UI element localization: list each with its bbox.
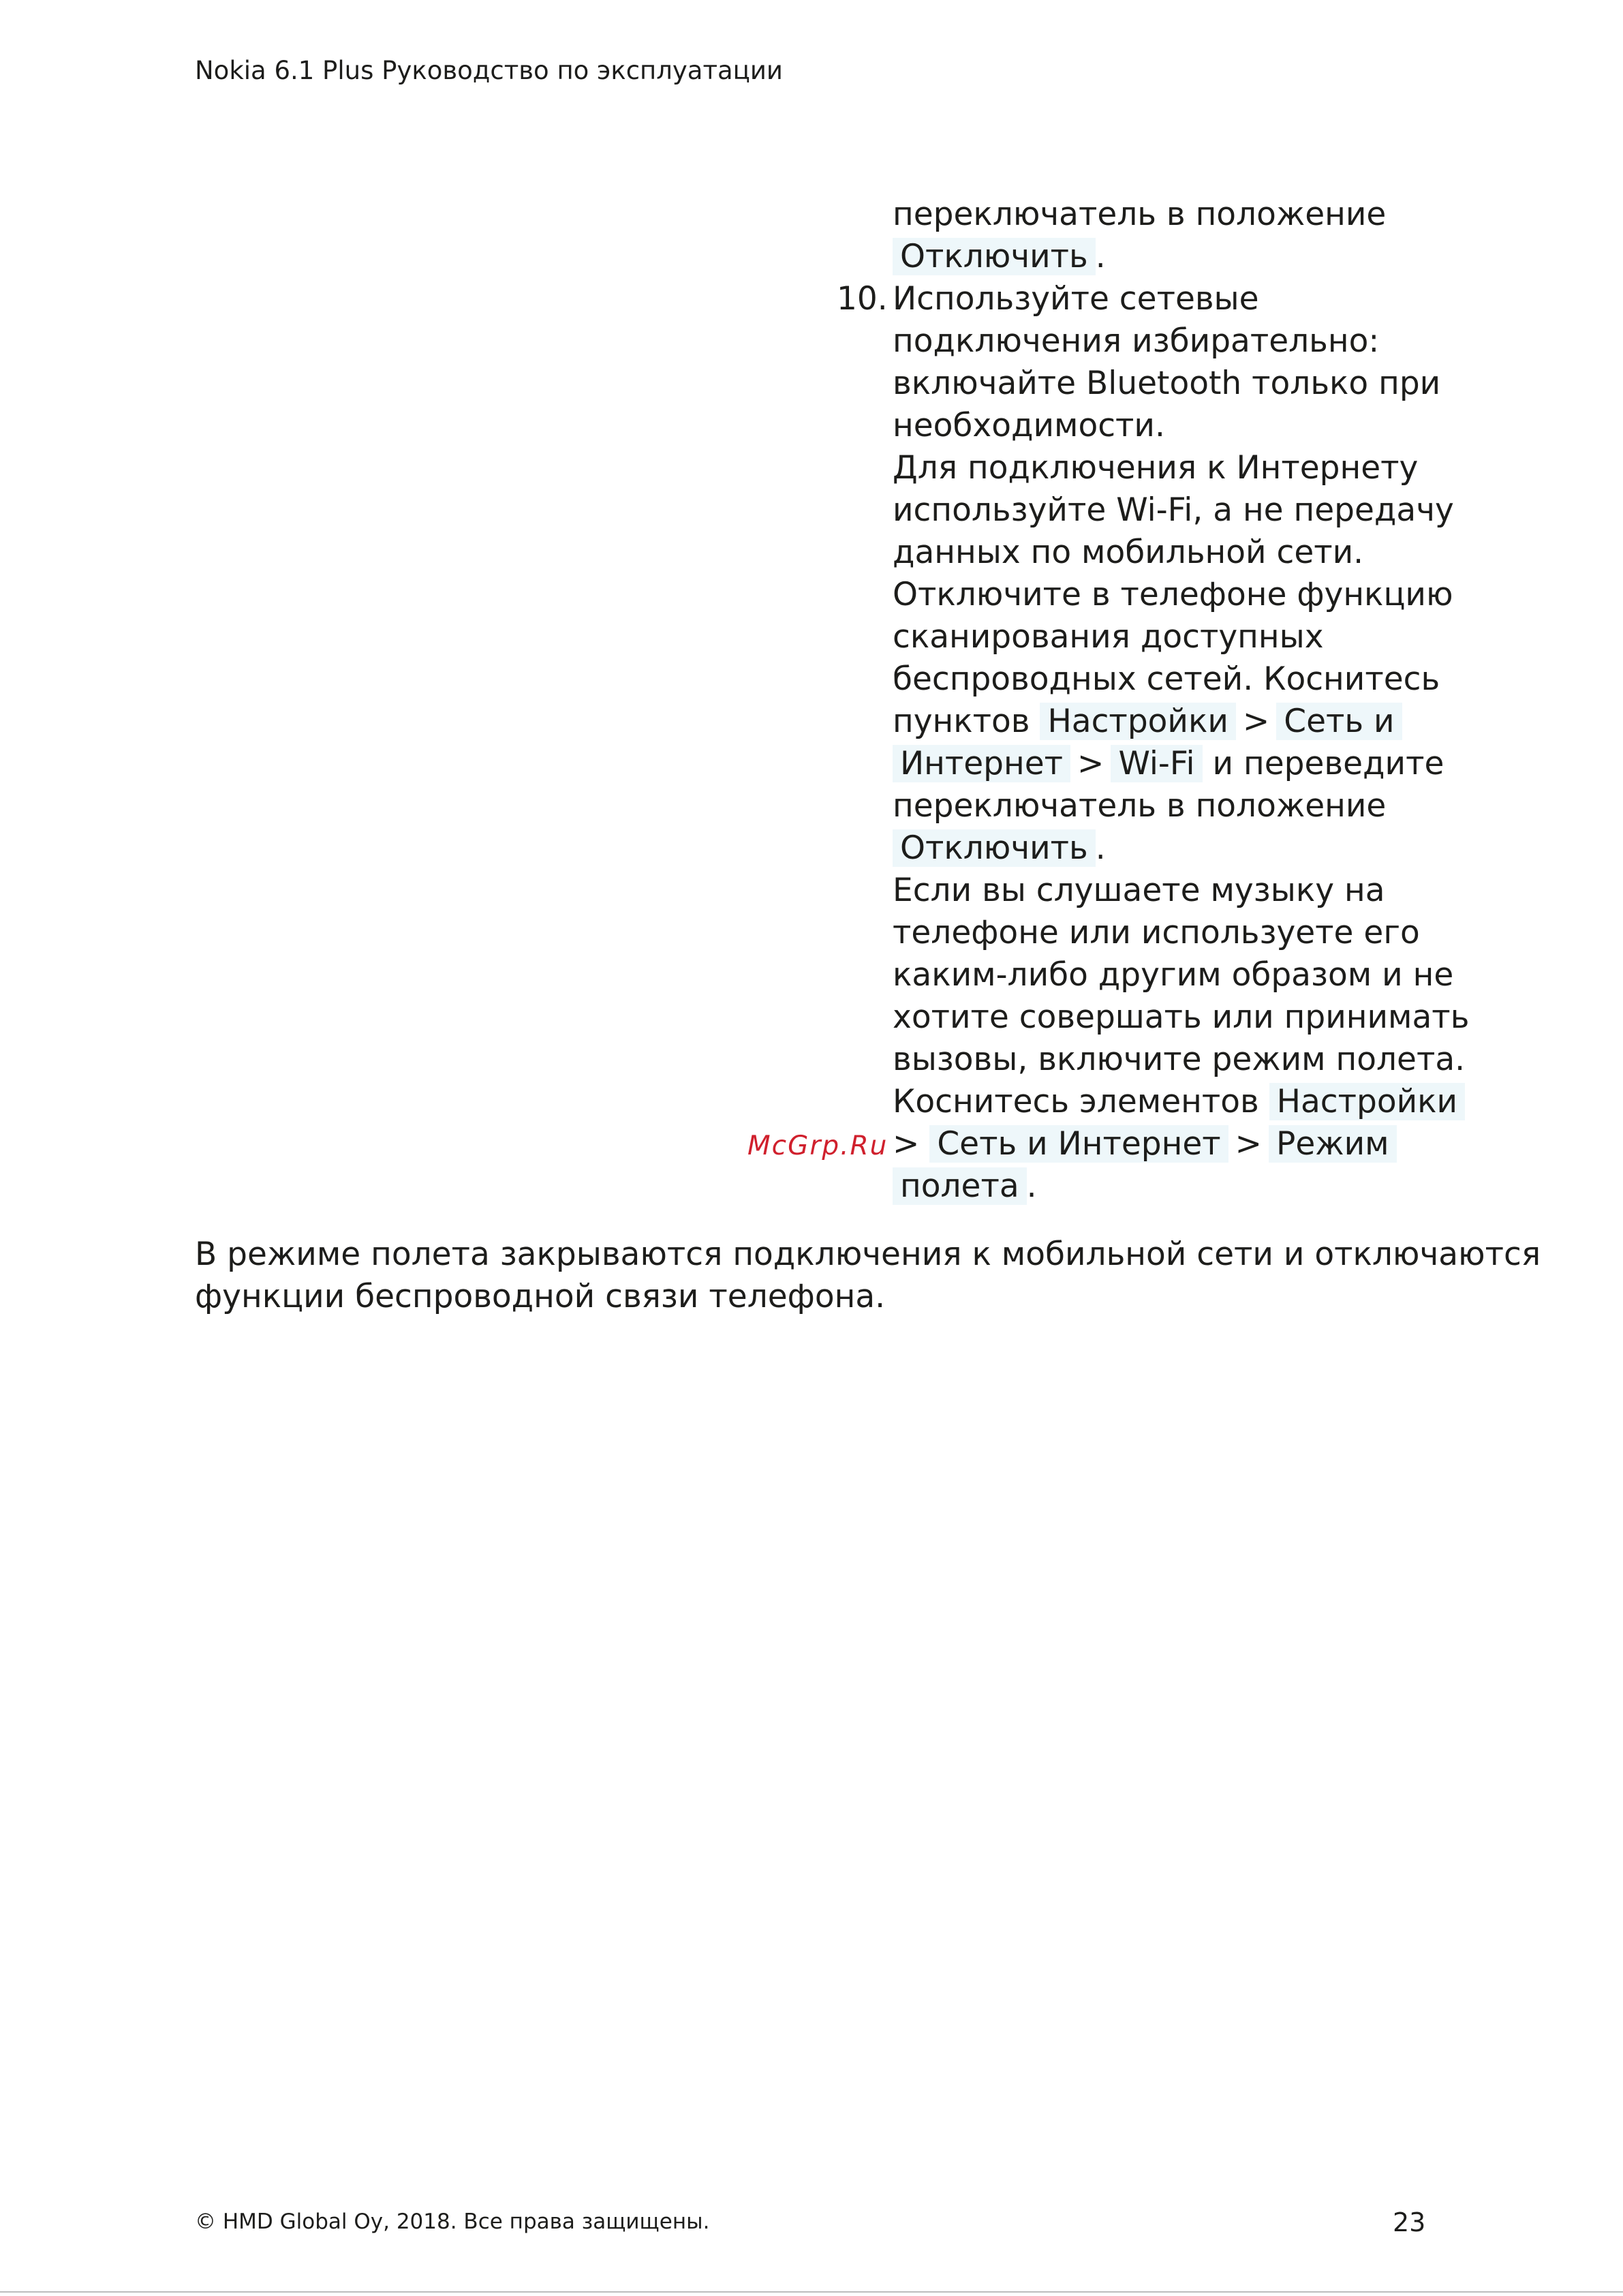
ui-term-off: Отключить [893,238,1096,275]
page-number: 23 [1393,2207,1426,2237]
ui-term-wifi: Wi-Fi [1111,745,1202,782]
text-line-content: переключатель в положение [893,787,1387,825]
text-line [893,827,1410,870]
text-line-content: используйте Wi-Fi, а не передачу [893,491,1454,529]
text-line [893,996,1470,1039]
instruction-column [837,194,1470,1208]
text-line [893,785,1410,827]
text-line [893,532,1410,574]
text-line [893,363,1441,405]
text-line-content: пунктов [893,703,1030,740]
text-line-content: Отключите в телефоне функцию [893,576,1453,613]
text-line [893,1081,1458,1123]
text-line [893,954,1454,996]
text-line-content: вызовы, включите режим полета. [893,1041,1466,1078]
ui-term-network: Сеть и [1276,703,1402,740]
path-separator: > [893,1125,920,1163]
text-line [893,616,1410,658]
ui-term-network: Интернет [893,745,1070,782]
text-line [893,912,1420,954]
path-separator: > [1235,1125,1263,1163]
text-line-content: и переведите [1212,745,1444,782]
footer-copyright: © HMD Global Oy, 2018. Все права защищены. [195,2209,710,2234]
text-line-content: Если вы слушаете музыку на [893,872,1385,909]
text-line [893,236,1410,278]
bottom-divider [0,2291,1623,2293]
text-line-content: включайте Bluetooth только при [893,365,1441,402]
text-line-content: беспроводных сетей. Коснитесь [893,660,1440,698]
body-paragraph [195,1234,1541,1318]
text-line-content: каким-либо другим образом и не [893,956,1454,994]
ui-term-settings: Настройки [1040,703,1235,740]
text-line [893,743,1444,785]
text-line-content: Коснитесь элементов [893,1083,1259,1120]
text-line-content: необходимости. [893,407,1165,444]
text-line-content: хотите совершать или принимать [893,998,1470,1036]
text-line-content: данных по мобильной сети. [893,534,1364,571]
text-line-content: Для подключения к Интернету [893,449,1419,487]
path-separator: > [1242,703,1270,740]
text-line [893,447,1419,489]
text-line [893,701,1410,743]
text-line-content: сканирования доступных [893,618,1324,656]
paragraph-line: В режиме полета закрываются подключения к мобильной сети и отключаются [195,1236,1541,1273]
text-line-content: переключатель в положение [893,196,1387,233]
list-item-10 [837,278,1410,320]
text-line-content: подключения избирательно: [893,322,1380,360]
path-separator: > [1077,745,1104,782]
text-line [893,405,1410,447]
watermark: McGrp.Ru [747,1131,888,1161]
text-line [893,1039,1466,1081]
paragraph-line: функции беспроводной связи телефона. [195,1278,886,1315]
ui-term-network-internet: Сеть и Интернет [929,1125,1228,1163]
text-line [893,658,1440,701]
text-line [893,1123,1410,1165]
text-line [893,489,1454,532]
ui-term-settings: Настройки [1269,1083,1465,1120]
ui-term-off: Отключить [893,829,1096,867]
text-line [893,194,1410,236]
period: . [1026,1167,1037,1205]
text-line [893,1165,1410,1208]
ui-term-airplane-mode: полета [893,1167,1027,1205]
text-line-content: телефоне или используете его [893,914,1420,951]
text-line [893,870,1410,912]
list-number: 10. [837,280,888,318]
ui-term-airplane-mode: Режим [1269,1125,1397,1163]
period: . [1095,829,1106,867]
text-line [893,574,1453,616]
text-line-content: Используйте сетевые [893,280,1259,318]
page-header-title: Nokia 6.1 Plus Руководство по эксплуатации [195,56,783,85]
period: . [1095,238,1106,275]
text-line [893,320,1410,363]
